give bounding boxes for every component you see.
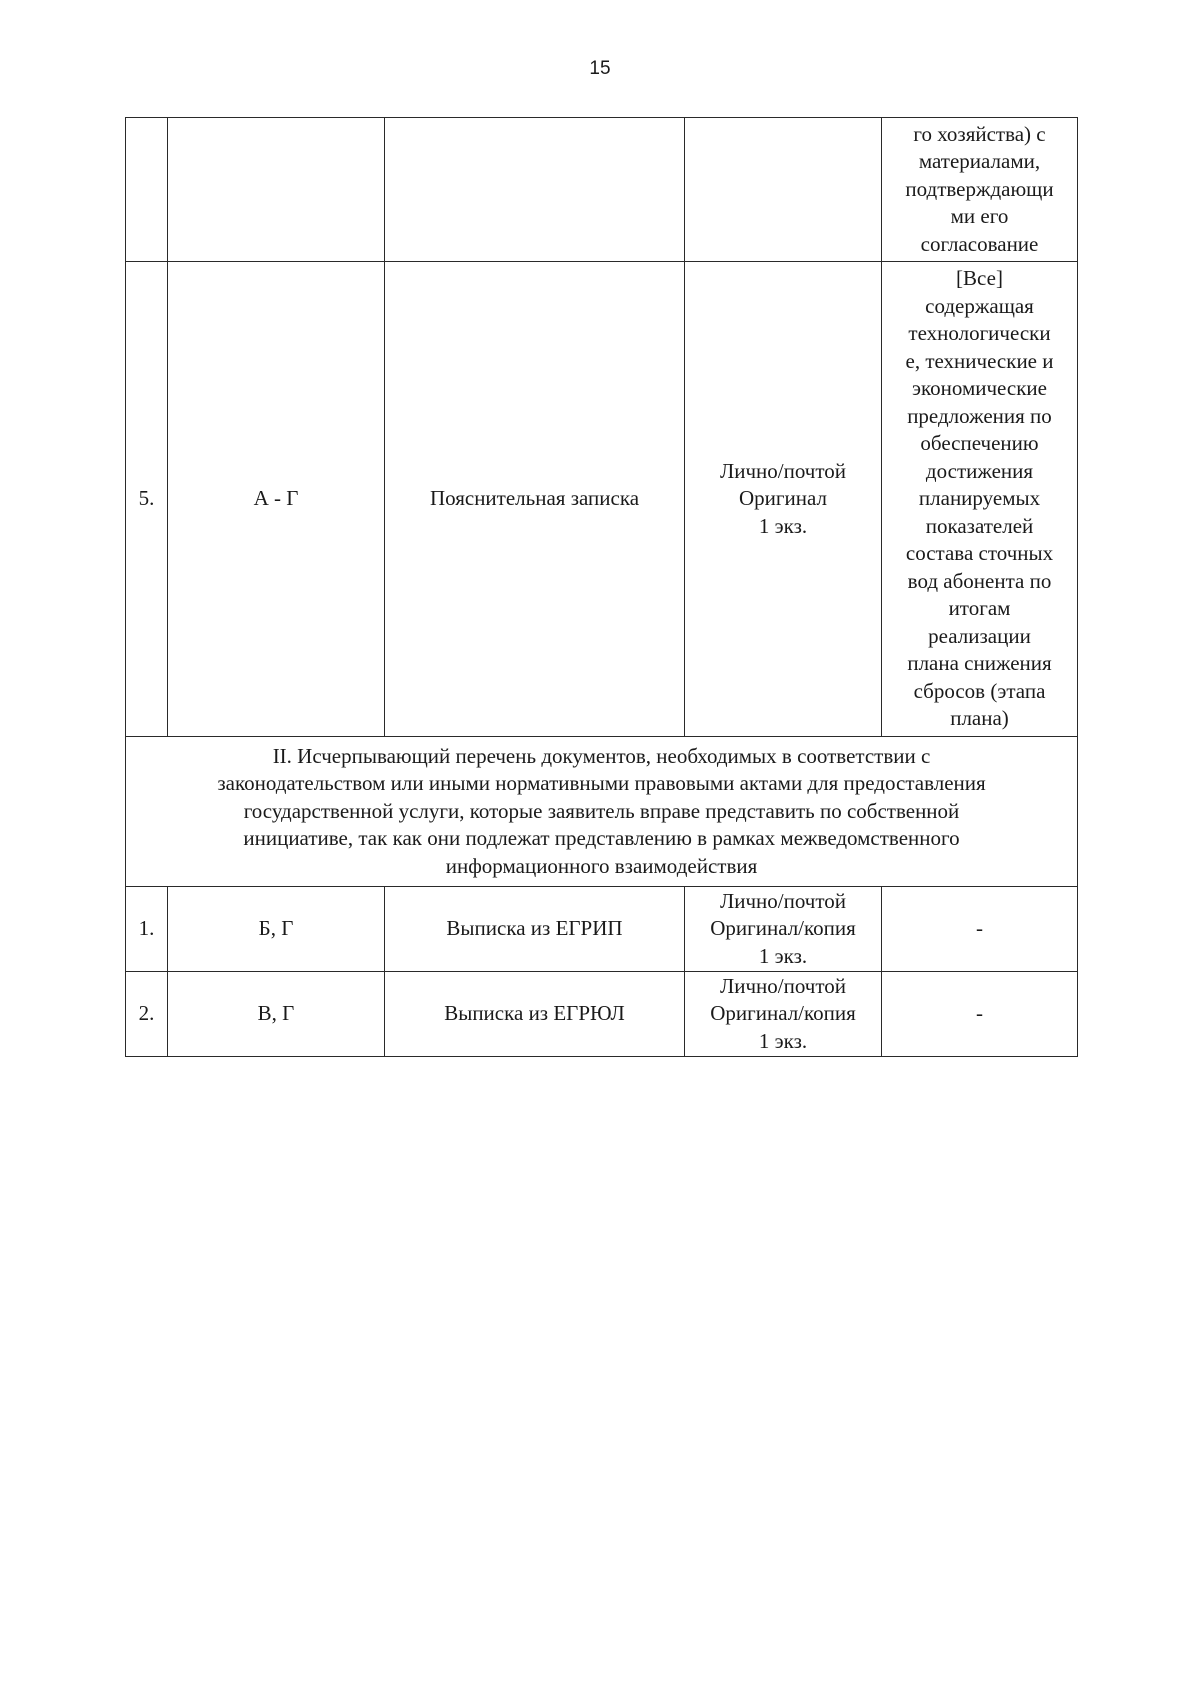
document-name-cell: Пояснительная записка <box>385 262 685 737</box>
section-ii-heading: II. Исчерпывающий перечень документов, необходимых в соответствии с законодательством или иными нормативными правовыми актами для предоставления государственной услуги, которые заявитель вправе представить по собственной инициативе, так как они подлежат представлению в рамках межведомственного информационного взаимодействия <box>126 737 1078 887</box>
table-row <box>126 972 1078 1057</box>
row-number-cell <box>126 118 168 262</box>
page-number: 15 <box>589 58 611 79</box>
applicants-cell: Б, Г <box>168 887 385 972</box>
delivery-cell <box>685 118 882 262</box>
row-number-cell: 5. <box>126 262 168 737</box>
document-name-cell: Выписка из ЕГРИП <box>385 887 685 972</box>
section-ii-row <box>126 737 1078 887</box>
table-row <box>126 887 1078 972</box>
delivery-cell: Лично/почтой Оригинал 1 экз. <box>685 262 882 737</box>
row-number-cell: 1. <box>126 887 168 972</box>
delivery-cell: Лично/почтой Оригинал/копия 1 экз. <box>685 887 882 972</box>
notes-cell: - <box>882 887 1078 972</box>
row-number-cell: 2. <box>126 972 168 1057</box>
notes-cell: - <box>882 972 1078 1057</box>
document-name-cell: Выписка из ЕГРЮЛ <box>385 972 685 1057</box>
applicants-cell: А - Г <box>168 262 385 737</box>
table-row-5 <box>126 262 1078 737</box>
documents-table <box>125 117 1078 1057</box>
document-name-cell <box>385 118 685 262</box>
notes-cell: го хозяйства) с материалами, подтверждающи ми его согласование <box>882 118 1078 262</box>
applicants-cell <box>168 118 385 262</box>
notes-cell: [Все] содержащая технологически е, технические и экономические предложения по обеспечению достижения планируемых показателей состава сточных вод абонента по итогам реализации плана снижения сбросов (этапа плана) <box>882 262 1078 737</box>
table-row-continuation <box>126 118 1078 262</box>
applicants-cell: В, Г <box>168 972 385 1057</box>
delivery-cell: Лично/почтой Оригинал/копия 1 экз. <box>685 972 882 1057</box>
